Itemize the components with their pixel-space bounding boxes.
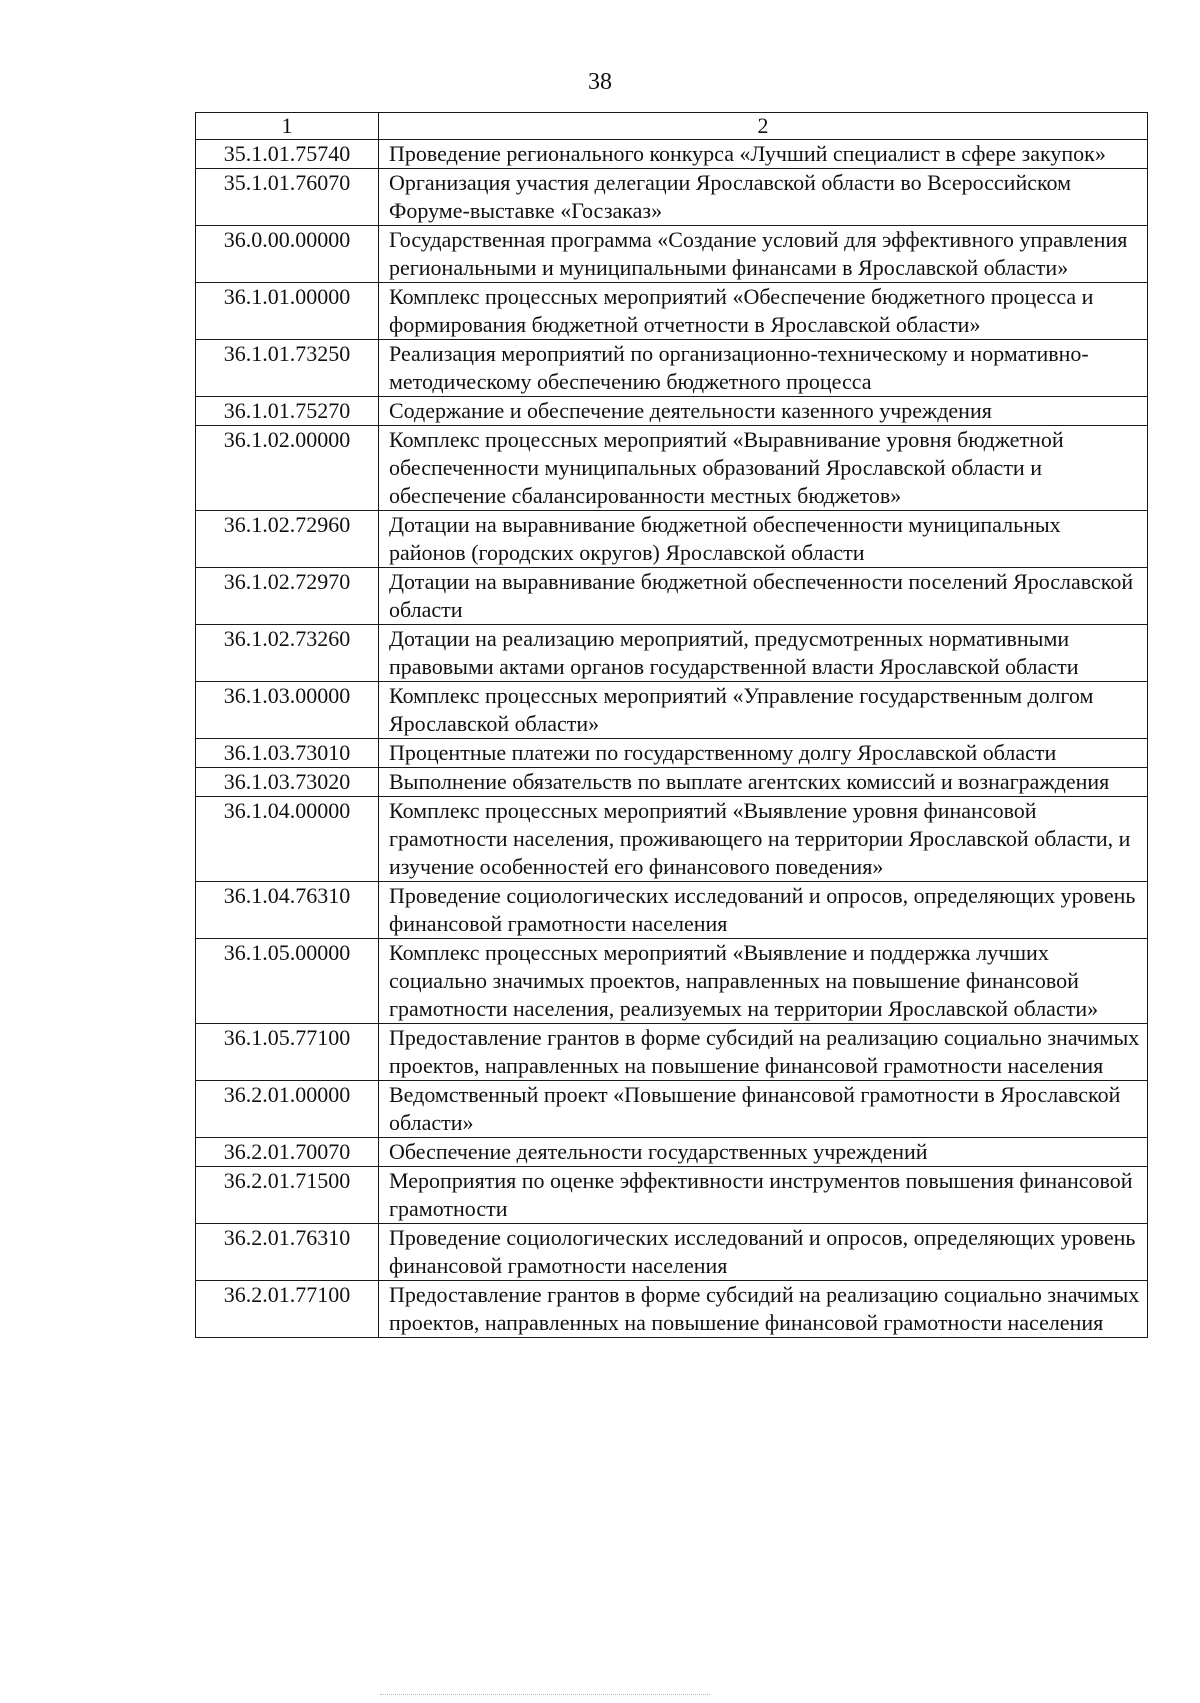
- row-code: 36.2.01.77100: [196, 1281, 379, 1338]
- row-name: Выполнение обязательств по выплате агентских комиссий и вознаграждения: [379, 768, 1148, 797]
- table-row: [196, 226, 1148, 283]
- row-code: 36.1.01.73250: [196, 340, 379, 397]
- table-row: [196, 283, 1148, 340]
- table-row: [196, 682, 1148, 739]
- row-name: Комплекс процессных мероприятий «Выявление и поддержка лучших социально значимых проектов, направленных на повышение финансовой грамотности населения, реализуемых на территории Ярославской области»: [379, 939, 1148, 1024]
- table-row: [196, 882, 1148, 939]
- page-number: 38: [588, 69, 612, 95]
- row-name: Процентные платежи по государственному долгу Ярославской области: [379, 739, 1148, 768]
- table-row: [196, 768, 1148, 797]
- row-name: Проведение социологических исследований и опросов, определяющих уровень финансовой грамотности населения: [379, 882, 1148, 939]
- row-code: 36.1.02.72960: [196, 511, 379, 568]
- row-code: 36.2.01.71500: [196, 1167, 379, 1224]
- row-name: Комплекс процессных мероприятий «Управление государственным долгом Ярославской области»: [379, 682, 1148, 739]
- table-row: [196, 625, 1148, 682]
- row-code: 36.1.01.75270: [196, 397, 379, 426]
- row-code: 35.1.01.76070: [196, 169, 379, 226]
- row-code: 36.1.04.00000: [196, 797, 379, 882]
- row-code: 36.0.00.00000: [196, 226, 379, 283]
- row-name: Предоставление грантов в форме субсидий на реализацию социально значимых проектов, направленных на повышение финансовой грамотности населения: [379, 1024, 1148, 1081]
- table-row: [196, 739, 1148, 768]
- row-name: Предоставление грантов в форме субсидий на реализацию социально значимых проектов, направленных на повышение финансовой грамотности населения: [379, 1281, 1148, 1338]
- row-code: 36.1.03.73010: [196, 739, 379, 768]
- row-code: 36.1.05.00000: [196, 939, 379, 1024]
- table-row: [196, 1024, 1148, 1081]
- table-header-row: [196, 113, 1148, 140]
- row-code: 35.1.01.75740: [196, 140, 379, 169]
- row-name: Дотации на выравнивание бюджетной обеспеченности муниципальных районов (городских округов) Ярославской области: [379, 511, 1148, 568]
- row-code: 36.2.01.00000: [196, 1081, 379, 1138]
- row-code: 36.1.03.00000: [196, 682, 379, 739]
- row-code: 36.2.01.76310: [196, 1224, 379, 1281]
- table-row: [196, 1138, 1148, 1167]
- row-name: Комплекс процессных мероприятий «Выравнивание уровня бюджетной обеспеченности муниципальных образований Ярославской области и обеспечение сбалансированности местных бюджетов»: [379, 426, 1148, 511]
- row-name: Комплекс процессных мероприятий «Выявление уровня финансовой грамотности населения, проживающего на территории Ярославской области, и изучение особенностей его финансового поведения»: [379, 797, 1148, 882]
- row-name: Комплекс процессных мероприятий «Обеспечение бюджетного процесса и формирования бюджетной отчетности в Ярославской области»: [379, 283, 1148, 340]
- row-name: Мероприятия по оценке эффективности инструментов повышения финансовой грамотности: [379, 1167, 1148, 1224]
- row-code: 36.1.05.77100: [196, 1024, 379, 1081]
- table-row: [196, 397, 1148, 426]
- row-name: Организация участия делегации Ярославской области во Всероссийском Форуме-выставке «Госзаказ»: [379, 169, 1148, 226]
- table-row: [196, 939, 1148, 1024]
- table-row: [196, 568, 1148, 625]
- table-row: [196, 426, 1148, 511]
- row-name: Ведомственный проект «Повышение финансовой грамотности в Ярославской области»: [379, 1081, 1148, 1138]
- row-name: Проведение социологических исследований и опросов, определяющих уровень финансовой грамотности населения: [379, 1224, 1148, 1281]
- row-name: Содержание и обеспечение деятельности казенного учреждения: [379, 397, 1148, 426]
- table-row: [196, 797, 1148, 882]
- table-row: [196, 140, 1148, 169]
- table-row: [196, 511, 1148, 568]
- row-code: 36.1.03.73020: [196, 768, 379, 797]
- row-name: Проведение регионального конкурса «Лучший специалист в сфере закупок»: [379, 140, 1148, 169]
- row-code: 36.1.02.73260: [196, 625, 379, 682]
- table-row: [196, 1224, 1148, 1281]
- budget-codes-table: [195, 112, 1148, 1338]
- row-name: Дотации на выравнивание бюджетной обеспеченности поселений Ярославской области: [379, 568, 1148, 625]
- row-code: 36.1.04.76310: [196, 882, 379, 939]
- row-code: 36.2.01.70070: [196, 1138, 379, 1167]
- table-row: [196, 340, 1148, 397]
- row-name: Государственная программа «Создание условий для эффективного управления региональными и муниципальными финансами в Ярославской области»: [379, 226, 1148, 283]
- row-code: 36.1.01.00000: [196, 283, 379, 340]
- table-row: [196, 1167, 1148, 1224]
- table-body: [196, 140, 1148, 1338]
- row-name: Обеспечение деятельности государственных учреждений: [379, 1138, 1148, 1167]
- row-name: Дотации на реализацию мероприятий, предусмотренных нормативными правовыми актами органов государственной власти Ярославской области: [379, 625, 1148, 682]
- header-code-column: 1: [196, 113, 379, 140]
- table-row: [196, 1081, 1148, 1138]
- scan-edge-mark: [380, 1694, 710, 1697]
- header-name-column: 2: [379, 113, 1148, 140]
- row-code: 36.1.02.00000: [196, 426, 379, 511]
- row-name: Реализация мероприятий по организационно-техническому и нормативно-методическому обеспечению бюджетного процесса: [379, 340, 1148, 397]
- row-code: 36.1.02.72970: [196, 568, 379, 625]
- table-row: [196, 1281, 1148, 1338]
- table-row: [196, 169, 1148, 226]
